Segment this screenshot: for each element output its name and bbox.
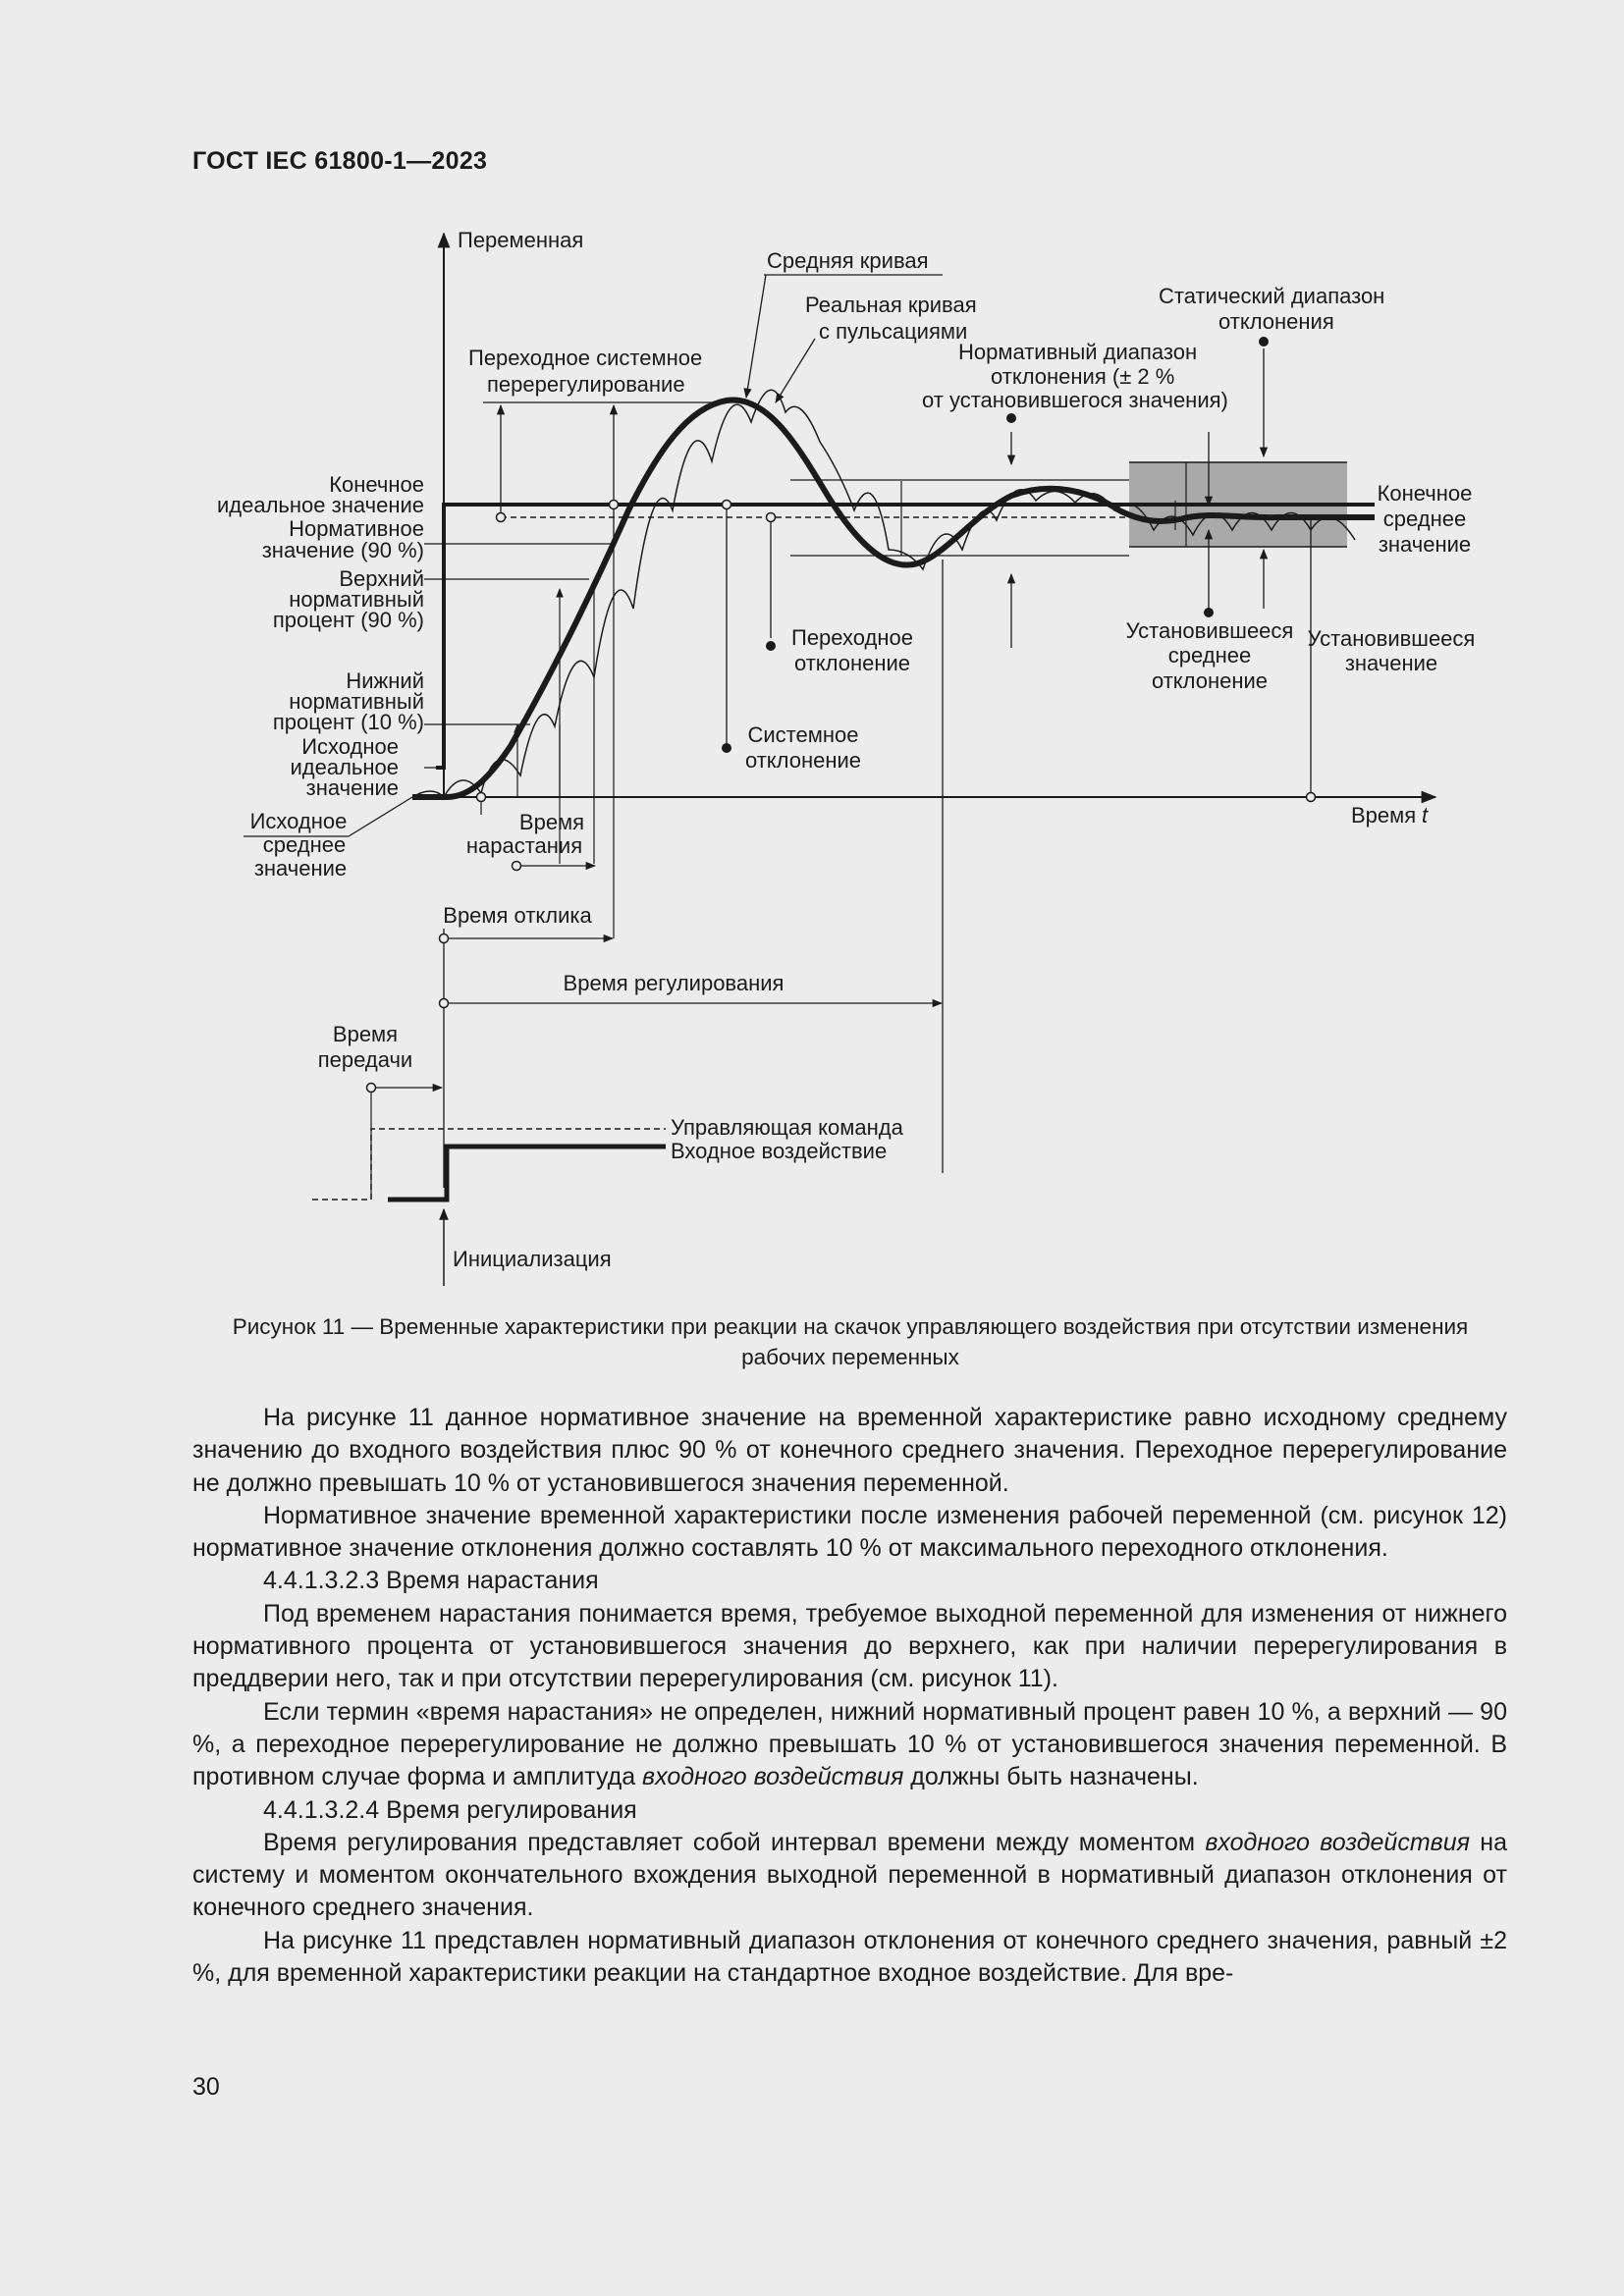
label-rise-time-2: нарастания [465,833,583,858]
label-upper-pct-1: Верхний [339,566,424,591]
label-initial-ideal-1: Исходное [301,734,399,759]
label-rise-time-1: Время [518,810,585,834]
paragraph: На рисунке 11 представлен нормативный диапазон отклонения от конечного среднего значения, равный ±2 %, для временной характеристики реакции на стандартное входное воздействие. Для вре- [192,1926,1507,1988]
label-initial-mean-3: значение [253,856,348,881]
label-initialization: Инициализация [453,1247,612,1271]
label-system-dev-2: отклонение [744,748,862,773]
label-response-time: Время отклика [443,903,592,928]
label-initial-mean-2: среднее [262,832,347,857]
label-variable-axis: Переменная [458,228,584,252]
label-transient-overshoot-2: перерегулирование [487,372,685,397]
label-final-ideal-2: идеальное значение [217,493,424,517]
document-header: ГОСТ IEC 61800-1—2023 [192,147,488,175]
label-normative-90-2: значение (90 %) [261,538,424,562]
label-lower-pct-2: нормативный [289,689,424,714]
label-time-axis-var: t [1422,803,1429,828]
control-command-line [312,1129,666,1200]
input-action-line [388,1147,666,1200]
label-upper-pct-3: процент (90 %) [272,608,424,632]
section-heading: 4.4.1.3.2.3 Время нарастания [263,1567,599,1595]
label-final-mean-1: Конечное [1377,481,1473,506]
section-heading: 4.4.1.3.2.4 Время регулирования [263,1795,637,1824]
label-time-axis: Время [1351,803,1417,828]
body-text [192,1402,1507,1990]
label-norm-band-3: от установившегося значения) [922,388,1228,412]
real-curve [412,390,1355,797]
label-final-mean-2: среднее [1382,507,1467,531]
label-steady-mean-dev-2: среднее [1167,643,1252,667]
mean-curve [412,400,1375,797]
label-transient-dev-2: отклонение [793,651,911,675]
label-norm-band-2: отклонения (± 2 % [991,364,1175,389]
paragraph: Под временем нарастания понимается время, требуемое выходной переменной для изменения от нижнего нормативного процента от установившегося значения до верхнего, как при наличии перерегулирования в преддверии него, так и при отсутствии перерегулирования (см. рисунок 11). [192,1599,1507,1693]
label-initial-mean-1: Исходное [249,809,348,833]
label-upper-pct-2: нормативный [289,587,424,612]
label-control-command: Управляющая команда [671,1115,903,1140]
label-steady-mean-dev-3: отклонение [1151,668,1269,693]
label-norm-band-1: Нормативный диапазон [958,340,1198,364]
label-static-band-1: Статический диапазон [1159,284,1385,308]
label-transient-dev-1: Переходное [791,625,913,650]
label-lower-pct-3: процент (10 %) [272,710,424,734]
label-final-ideal-1: Конечное [329,472,424,497]
label-input-action: Входное воздействие [671,1139,888,1163]
label-transfer-time-1: Время [332,1022,399,1046]
label-final-mean-3: значение [1378,532,1472,557]
page-number: 30 [192,2073,220,2101]
label-initial-ideal-3: значение [305,775,399,800]
label-steady-value-2: значение [1344,651,1438,675]
paragraph: Время регулирования представляет собой интервал времени между моментом входного воздействия на систему и моментом окончательного вхождения выходной переменной в нормативный диапазон отклонения от конечного среднего значения. [192,1828,1507,1922]
label-steady-value-1: Установившееся [1307,626,1476,651]
label-system-dev-1: Системное [747,722,859,747]
label-mean-curve: Средняя кривая [767,248,929,273]
label-real-curve-2: с пульсациями [819,319,968,344]
label-lower-pct-1: Нижний [346,668,424,693]
label-static-band-2: отклонения [1218,309,1334,334]
figure-caption: Рисунок 11 — Временные характеристики при реакции на скачок управляющего воздействия при отсутствии изменения рабочих переменных [232,1314,1469,1369]
label-transient-overshoot-1: Переходное системное [468,346,703,370]
label-normative-90-1: Нормативное [289,516,424,541]
label-initial-ideal-2: идеальное [290,755,399,779]
label-steady-mean-dev-1: Установившееся [1125,618,1294,643]
paragraph: Если термин «время нарастания» не определен, нижний нормативный процент равен 10 %, а верхний — 90 %, а переходное перерегулирование не должно превышать 10 % от установившегося значения переменной. В противном случае форма и амплитуда входного воздействия должны быть назначены. [192,1697,1507,1791]
paragraph: На рисунке 11 данное нормативное значение на временной характеристике равно исходному среднему значению до входного воздействия плюс 90 % от конечного среднего значения. Переходное перерегулирование не должно превышать 10 % от установившегося значения переменной. [192,1404,1507,1497]
label-settling-time: Время регулирования [563,971,785,995]
paragraph: Нормативное значение временной характеристики после изменения рабочей переменной (см. рисунок 12) нормативное значение отклонения должно составлять 10 % от максимального переходного отклонения. [192,1501,1507,1563]
label-real-curve-1: Реальная кривая [805,293,977,317]
label-transfer-time-2: передачи [317,1047,413,1072]
